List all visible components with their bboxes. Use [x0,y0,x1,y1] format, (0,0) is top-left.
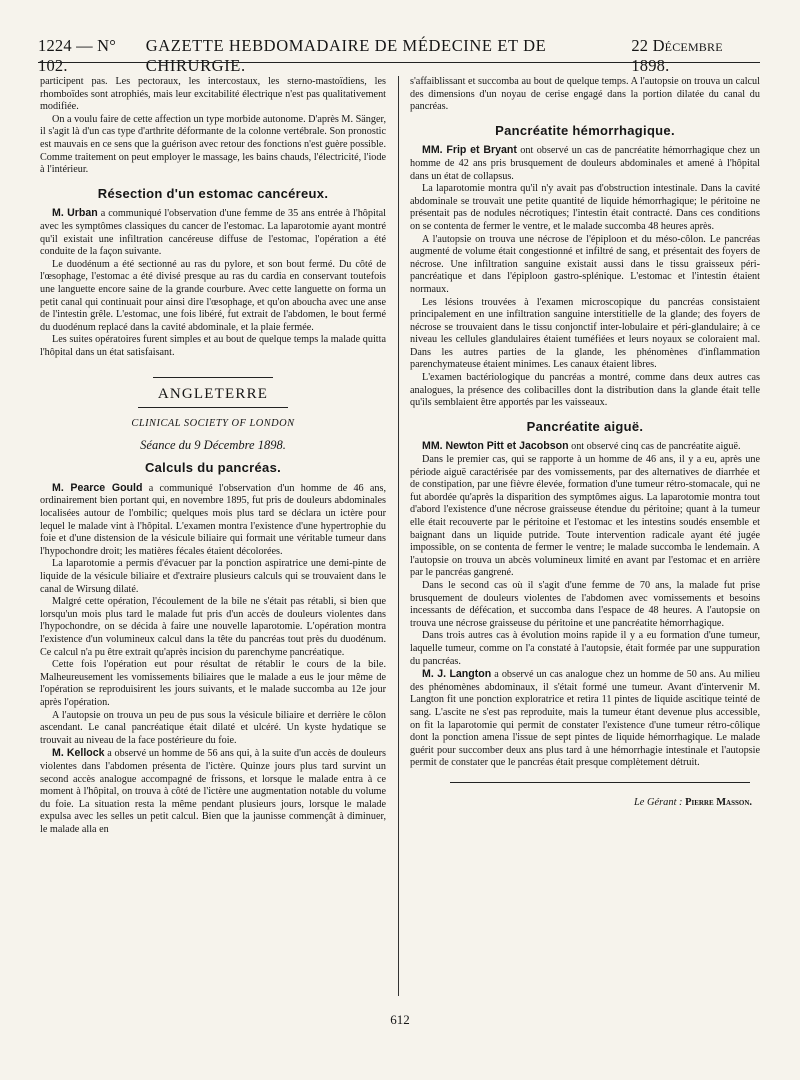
paragraph: M. Kellock a observé un homme de 56 ans qui, à la suite d'un accès de douleurs violentes dans l'abdomen présenta de l'ictère. Quinze jours plus tard survint un second accès analogue accompagné de frissons, et lorsque le malade entra à ce moment à l'hôpital, on trouva à côté de l'ictère une augmentation notable du volume du foie. La situation resta la même pendant plusieurs jours, lorsque le malade expulsa avec les selles un petit calcul. Bien que la jaunisse commençât à diminuer, le malade alla en [40,747,386,835]
society-name: CLINICAL SOCIETY OF LONDON [131,418,295,430]
paragraph: MM. Newton Pitt et Jacobson ont observé cinq cas de pancréatite aiguë. [422,440,741,453]
folio-number: 612 [390,1012,410,1027]
author-name: M. J. Langton [422,668,492,681]
section-rule [153,377,273,378]
paragraph: s'affaiblissant et succomba au bout de quelque temps. A l'autopsie on trouva un calcul des dimensions d'un noyau de cerise engagé dans la portion dilatée du canal du pancréas. [410,76,760,113]
paragraph: La laparotomie montra qu'il n'y avait pas d'obstruction intestinale. Dans la cavité abdominale se trouvait une petite quantité de liquide hémorrhagique; le péritoine ne présentait pas de nodules nécrotiques; l'intestin était contracté. Dans ces conditions on se contenta de fermer le ventre, et le malade succomba 48 heures après. [410,183,760,232]
paragraph: A l'autopsie on trouva un peu de pus sous la vésicule biliaire et derrière le côlon ascendant. Le canal pancréatique était dilaté et ulcéré. Un kyste hydatique se trouvait au niveau de la face postérieure du foie. [40,709,386,746]
section-heading: Pancréatite hémorrhagique. [495,122,675,138]
author-name: MM. Frip et Bryant [422,144,517,157]
signature [410,797,752,810]
journal-title: GAZETTE HEBDOMADAIRE DE MÉDECINE ET DE CHIRURGIE. [145,36,547,75]
paragraph: La laparotomie a permis d'évacuer par la ponction aspiratrice une demi-pinte de liquide de la vésicule biliaire et d'extraire plusieurs calculs qui se trouvaient dans le canal de Wirsung dilaté. [40,558,386,595]
paragraph: Dans trois autres cas à évolution moins rapide il y a eu formation d'une tumeur, laquelle tumeur, comme on l'a constaté à l'autopsie, était formée par une suppuration du pancréas. [410,630,760,667]
page-number-issue [38,36,146,76]
signature-label: Le Gérant : [634,796,683,808]
paragraph: M. Urban a communiqué l'observation d'une femme de 35 ans entrée à l'hôpital avec les symptômes classiques du cancer de l'estomac. La laparotomie ayant montré qu'il existait une infiltration cancéreuse diffuse de l'estomac, l'opération a été conduite de la façon suivante. [40,207,387,258]
author-name: M. Pearce Gould [52,481,143,494]
signature-name: Pierre Masson. [685,796,752,808]
page-number: 1224 [38,36,72,55]
left-column [40,76,386,836]
right-column [410,76,760,809]
paragraph: Dans le second cas où il s'agit d'une femme de 70 ans, la malade fut prise brusquement de douleurs violentes de l'abdomen avec vomissements et besoins incessants de défécation, et succomba dans l'espace de 48 heures. A l'autopsie on trouva une nécrose graisseuse du péritoine et une pancréatite hémorrhagique. [410,579,760,629]
section-heading: Calculs du pancréas. [144,460,282,476]
paragraph: Cette fois l'opération eut pour résultat de rétablir le cours de la bile. Malheureusement les vomissements biliaires que le malade a eus le jour même de l'opération se reproduisirent les jours suivants, et le malade succomba au 12e jour après l'opération. [40,659,386,708]
signature-rule [450,782,750,783]
session-date: Séance du 9 Décembre 1898. [140,437,286,452]
paragraph: Malgré cette opération, l'écoulement de la bile ne s'était pas rétabli, si bien que lorsqu'un mois plus tard le malade fut pris d'un accès de douleurs violentes dans l'hypochondre, on se décida à faire une nouvelle laparotomie. L'opération montra l'existence d'un volumineux calcul dans la tête du pancréas tout près du duodénum. Ce calcul n'a pu être extrait qu'après incision du parenchyme pancréatique. [40,596,386,658]
paragraph: participent pas. Les pectoraux, les intercostaux, les sterno-mastoïdiens, les rhomboïdes sont atrophiés, mais leur excitabilité électrique n'est pas qualitativement modifiée. [40,76,386,113]
paragraph: L'examen bactériologique du pancréas a montré, comme dans deux autres cas analogues, la présence des colibacilles dont la distribution dans la glande était telle qu'ils semblaient être apportés par les vaisseaux. [410,372,760,409]
author-name: M. Kellock [52,747,105,760]
country-rule [138,407,288,408]
paragraph: M. J. Langton a observé un cas analogue chez un homme de 50 ans. Au milieu des phénomènes abdominaux, il s'était formé une tumeur. Avant d'intervenir M. Langton fit une ponction exploratrice et retira 11 pintes de liquide ascitique teinté de sang. L'ascite ne s'est pas reproduite, mais la tumeur étant devenue plus accessible, on fit la laparotomie qui permit de constater l'existence d'une tumeur rétro-côlique dont la ponction amena l'issue de sept pintes de liquide hémorrhagique. Le malade guérit pour succomber deux ans plus tard à une hémorrhagie intestinale et l'autopsie permit de constater que le pancréas était presque complètement détruit. [410,668,761,769]
section-heading: Résection d'un estomac cancéreux. [97,185,329,201]
author-name: MM. Newton Pitt et Jacobson [422,440,569,453]
paragraph: MM. Frip et Bryant ont observé un cas de pancréatite hémorrhagique chez un homme de 42 ans pris brusquement de douleurs abdominales et amené à l'hôpital dans un état de collapsus. [410,144,761,182]
paragraph: M. Pearce Gould a communiqué l'observation d'un homme de 46 ans, ordinairement bien portant qui, en novembre 1895, fut pris de douleurs abdominales localisées autour de l'ombilic; quelques mois plus tard se déclara un ictère pour lequel le malade vint à l'hôpital. L'examen montra l'existence d'une hypertrophie du foie et d'une distension de la vésicule biliaire qui formait une véritable tumeur dans l'hypochondre droit; les matières fécales étaient décolorées. [40,481,387,557]
paragraph: Les suites opératoires furent simples et au bout de quelque temps la malade quitta l'hôpital dans un état satisfaisant. [40,334,386,358]
paragraph: A l'autopsie on trouva une nécrose de l'épiploon et du méso-côlon. Le pancréas augmenté de volume était congestionné et infiltré de sang, et présentait des foyers de nécrose. Une infiltration sanguine existait aussi dans le tissu graisseux péri-pancréatique et dans l'épiploon gastro-splénique. L'estomac et l'intestin étaient normaux. [410,233,760,295]
issue-date: 22 Décembre 1898. [631,36,723,75]
page-header [38,36,760,75]
column-divider [398,76,399,996]
section-heading: Pancréatite aiguë. [526,418,644,434]
country-heading: ANGLETERRE [157,386,269,403]
header-rule [38,62,760,63]
author-name: M. Urban [52,207,98,220]
paragraph: Dans le premier cas, qui se rapporte à un homme de 46 ans, il y a eu, après une période aiguë caractérisée par des vomissements, par des alternatives de diarrhée et de constipation, par une fièvre élevée, formation d'une tumeur rétro-stomacale, qui ne fut abordée qu'après la disparition des symptômes aigus. La laparotomie montra tout d'abord l'existence d'une nécrose graisseuse étendue du péritoine; quant à la tumeur elle était recouverte par le péritoine et l'estomac et les intestins soudés ensemble et baignant dans un liquide putride. Toute intervention radicale ayant été jugée impossible, on se contenta de fermer le ventre; le malade succomba le lendemain. A l'autopsie on trouva un abcès volumineux limité en avant par l'estomac et en arrière par le pancréas gangrené. [410,454,760,579]
paragraph: On a voulu faire de cette affection un type morbide autonome. D'après M. Sänger, il s'agit là d'un cas type d'arthrite déformante de la colonne vertébrale. Son pronostic est mauvais en ce sens que la guérison avec retour des fonctions n'est guère possible. Comme traitement on peut employer le massage, les bains chauds, l'électricité, l'iode à l'intérieur. [40,113,386,176]
issue-number: — N° 102. [38,36,117,75]
paragraph: Le duodénum a été sectionné au ras du pylore, et son bout fermé. Du côté de l'œsophage, l'estomac a été divisé presque au ras du cardia en conservant toutefois une languette encore saine de la grande courbure. Avec cette languette on forma un petit canal qui continuait pour ainsi dire l'œsophage, et qu'on aboucha avec une anse de l'intestin grêle. L'estomac, une fois libéré, fut extrait de l'abdomen, le bout fermé du duodénum replacé dans la cavité abdominale, et la plaie fermée. [40,258,386,333]
paragraph: Les lésions trouvées à l'examen microscopique du pancréas consistaient principalement en une infiltration sanguine interstitielle de la glande; des foyers de nécrose se trouvaient dans le tissu conjonctif inter-lobulaire et péri-glandulaire; à ce niveau les cellules glandulaires étaient tuméfiées et leurs noyaux se coloraient mal. Dans les autres parties de la glande, les phénomènes d'inflammation parenchymateuse étaient minimes. Les canaux étaient libres. [410,296,760,371]
